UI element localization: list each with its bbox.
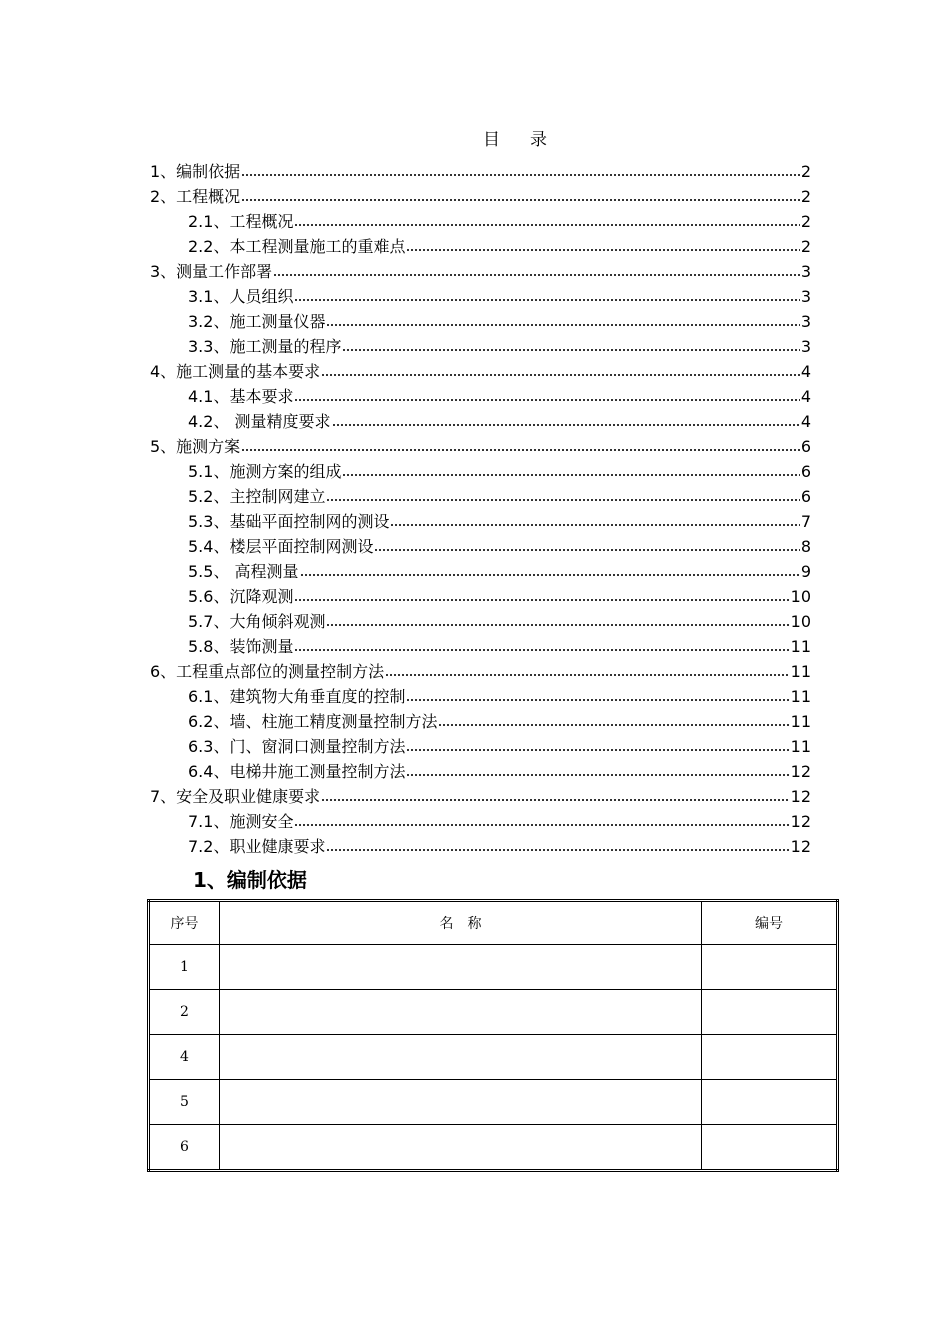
table-row: [149, 945, 838, 990]
section-heading: 1、编制依据: [193, 868, 307, 892]
toc-entry[interactable]: [150, 158, 811, 183]
row-name: [220, 990, 702, 1035]
toc-entry-label: 5.5、 高程测量: [188, 562, 299, 581]
toc-entry-page: 4: [800, 412, 811, 431]
toc-entry-label: 5.4、楼层平面控制网测设: [188, 537, 374, 556]
toc-entry-label: 3、测量工作部署: [150, 262, 273, 281]
toc-entry-label: 5.8、装饰测量: [188, 637, 294, 656]
header-index: 序号: [149, 901, 220, 945]
toc-dot-leader: [294, 822, 789, 828]
toc-entry-label: 7.1、施测安全: [188, 812, 294, 831]
row-index: 1: [149, 945, 220, 990]
toc-entry[interactable]: [150, 583, 811, 608]
toc-entry-label: 7.2、职业健康要求: [188, 837, 326, 856]
toc-dot-leader: [390, 522, 799, 528]
toc-dot-leader: [241, 172, 800, 178]
table-row: [149, 1125, 838, 1171]
row-name: [220, 1080, 702, 1125]
toc-entry[interactable]: [150, 483, 811, 508]
row-code: [702, 1125, 838, 1171]
toc-entry-label: 2、工程概况: [150, 187, 241, 206]
toc-entry[interactable]: [150, 333, 811, 358]
toc-entry[interactable]: [150, 458, 811, 483]
toc-entry-page: 2: [800, 237, 811, 256]
toc-dot-leader: [294, 397, 799, 403]
toc-dot-leader: [438, 722, 789, 728]
toc-entry[interactable]: [150, 183, 811, 208]
toc-entry-page: 4: [800, 387, 811, 406]
table-row: [149, 1080, 838, 1125]
toc-entry-label: 3.3、施工测量的程序: [188, 337, 342, 356]
toc-entry[interactable]: [150, 733, 811, 758]
toc-entry[interactable]: [150, 558, 811, 583]
toc-entry[interactable]: [150, 308, 811, 333]
toc-entry-page: 11: [790, 687, 811, 706]
toc-entry-label: 4.2、 测量精度要求: [188, 412, 331, 431]
toc-dot-leader: [326, 622, 789, 628]
toc-entry[interactable]: [150, 258, 811, 283]
toc-dot-leader: [321, 797, 789, 803]
toc-entry-label: 1、编制依据: [150, 162, 241, 181]
toc-entry[interactable]: [150, 358, 811, 383]
toc-entry-page: 6: [800, 487, 811, 506]
toc-entry-page: 11: [790, 662, 811, 681]
toc-entry-page: 3: [800, 287, 811, 306]
toc-entry-page: 2: [800, 212, 811, 231]
toc-entry-page: 11: [790, 737, 811, 756]
row-index: 2: [149, 990, 220, 1035]
toc-entry[interactable]: [150, 383, 811, 408]
row-name: [220, 1035, 702, 1080]
row-code: [702, 1080, 838, 1125]
toc-entry-label: 5.7、大角倾斜观测: [188, 612, 326, 631]
toc-entry-page: 2: [800, 187, 811, 206]
toc-entry-label: 5.6、沉降观测: [188, 587, 294, 606]
toc-entry[interactable]: [150, 508, 811, 533]
toc-entry[interactable]: [150, 658, 811, 683]
toc-entry-page: 10: [790, 587, 811, 606]
toc-entry-label: 3.1、人员组织: [188, 287, 294, 306]
toc-entry-page: 2: [800, 162, 811, 181]
toc-entry-page: 3: [800, 312, 811, 331]
toc-dot-leader: [294, 297, 799, 303]
toc-dot-leader: [273, 272, 800, 278]
toc-dot-leader: [332, 422, 800, 428]
toc-entry-label: 6.4、电梯井施工测量控制方法: [188, 762, 406, 781]
toc-entry-page: 11: [790, 712, 811, 731]
toc-title-left: 目: [483, 130, 500, 150]
toc-dot-leader: [342, 472, 799, 478]
toc-dot-leader: [342, 347, 799, 353]
toc-entry-label: 4.1、基本要求: [188, 387, 294, 406]
toc-entry-label: 3.2、施工测量仪器: [188, 312, 326, 331]
reference-table: [147, 899, 839, 1172]
toc-entry-page: 3: [800, 337, 811, 356]
toc-title: [0, 125, 950, 150]
toc-entry[interactable]: [150, 283, 811, 308]
toc-entry-label: 5、施测方案: [150, 437, 241, 456]
toc-dot-leader: [326, 847, 789, 853]
toc-entry-label: 6.3、门、窗洞口测量控制方法: [188, 737, 406, 756]
toc-dot-leader: [321, 372, 800, 378]
toc-dot-leader: [294, 597, 789, 603]
toc-entry-page: 6: [800, 437, 811, 456]
toc-entry[interactable]: [150, 708, 811, 733]
table-header-row: [149, 901, 838, 945]
toc-entry[interactable]: [150, 783, 811, 808]
toc-entry-label: 5.3、基础平面控制网的测设: [188, 512, 390, 531]
toc-entry-page: 4: [800, 362, 811, 381]
row-code: [702, 990, 838, 1035]
toc-title-right: 录: [530, 130, 547, 150]
row-code: [702, 1035, 838, 1080]
toc-entry-label: 6、工程重点部位的测量控制方法: [150, 662, 385, 681]
toc-dot-leader: [294, 647, 789, 653]
row-name: [220, 945, 702, 990]
toc-dot-leader: [326, 322, 799, 328]
toc-entry-page: 6: [800, 462, 811, 481]
row-index: 5: [149, 1080, 220, 1125]
toc-entry[interactable]: [150, 683, 811, 708]
toc-entry-label: 6.2、墙、柱施工精度测量控制方法: [188, 712, 438, 731]
toc-entry-page: 7: [800, 512, 811, 531]
toc-entry[interactable]: [150, 533, 811, 558]
toc-dot-leader: [326, 497, 799, 503]
toc-entry[interactable]: [150, 408, 811, 433]
toc-entry-page: 10: [790, 612, 811, 631]
toc-dot-leader: [241, 197, 800, 203]
toc-entry[interactable]: [150, 808, 811, 833]
toc-dot-leader: [406, 697, 789, 703]
toc-dot-leader: [406, 772, 789, 778]
toc-entry-page: 12: [790, 837, 811, 856]
toc-entry[interactable]: [150, 208, 811, 233]
toc-entry[interactable]: [150, 233, 811, 258]
toc-entry[interactable]: [150, 633, 811, 658]
toc-entry-label: 2.2、本工程测量施工的重难点: [188, 237, 406, 256]
row-index: 6: [149, 1125, 220, 1171]
toc-dot-leader: [294, 222, 799, 228]
toc-dot-leader: [406, 747, 789, 753]
table-row: [149, 1035, 838, 1080]
toc-entry-label: 5.2、主控制网建立: [188, 487, 326, 506]
toc-entry-page: 12: [790, 762, 811, 781]
header-code: 编号: [702, 901, 838, 945]
toc-entry-label: 6.1、建筑物大角垂直度的控制: [188, 687, 406, 706]
toc-entry-label: 4、施工测量的基本要求: [150, 362, 321, 381]
toc-dot-leader: [300, 572, 800, 578]
table-row: [149, 990, 838, 1035]
toc-entry-label: 2.1、工程概况: [188, 212, 294, 231]
toc-entry-page: 8: [800, 537, 811, 556]
toc-entry-page: 12: [790, 787, 811, 806]
toc-dot-leader: [241, 447, 800, 453]
toc-entry[interactable]: [150, 758, 811, 783]
toc-dot-leader: [406, 247, 799, 253]
toc-dot-leader: [374, 547, 799, 553]
toc-entry[interactable]: [150, 833, 811, 858]
toc-entry-label: 7、安全及职业健康要求: [150, 787, 321, 806]
header-name: 名 称: [220, 901, 702, 945]
row-index: 4: [149, 1035, 220, 1080]
toc-entry-page: 3: [800, 262, 811, 281]
toc-entry-page: 12: [790, 812, 811, 831]
toc-dot-leader: [385, 672, 789, 678]
toc-entry-page: 11: [790, 637, 811, 656]
toc-entry-label: 5.1、施测方案的组成: [188, 462, 342, 481]
toc-entry[interactable]: [150, 608, 811, 633]
row-code: [702, 945, 838, 990]
toc-entry-page: 9: [800, 562, 811, 581]
table-of-contents: [150, 158, 811, 858]
toc-entry[interactable]: [150, 433, 811, 458]
row-name: [220, 1125, 702, 1171]
